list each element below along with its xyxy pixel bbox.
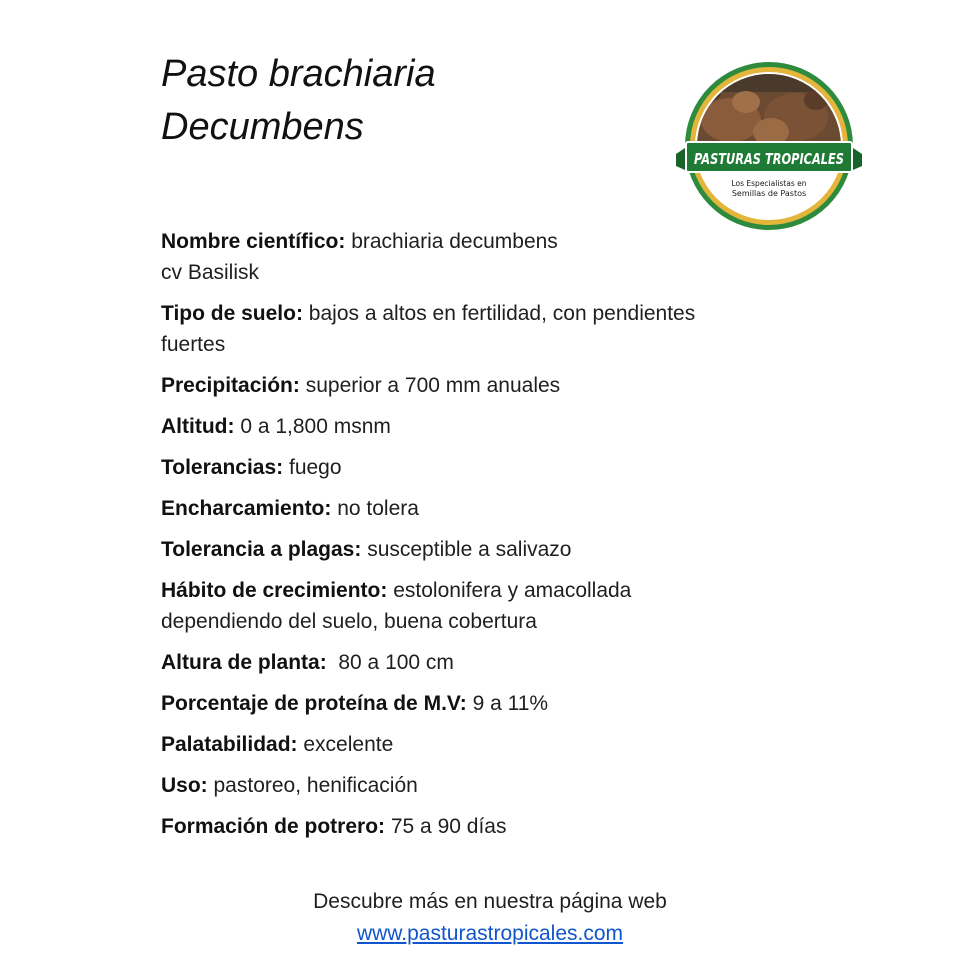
- spec-item: [161, 411, 801, 442]
- spec-label: Encharcamiento:: [161, 497, 332, 520]
- spec-value-continued: cv Basilisk: [161, 261, 260, 284]
- spec-value: 0 a 1,800 msnm: [234, 415, 391, 438]
- spec-label: Hábito de crecimiento:: [161, 579, 388, 602]
- spec-label: Uso:: [161, 774, 208, 797]
- spec-value: no tolera: [331, 497, 419, 520]
- spec-item: [161, 688, 801, 719]
- spec-item: [161, 647, 801, 678]
- title-line-2: Decumbens: [161, 106, 364, 148]
- spec-label: Formación de potrero:: [161, 815, 386, 838]
- spec-item: [161, 298, 801, 360]
- spec-item: [161, 770, 801, 801]
- spec-list: [161, 226, 801, 852]
- spec-value: 75 a 90 días: [385, 815, 507, 838]
- spec-value: brachiaria decumbens: [345, 230, 558, 253]
- spec-item: [161, 534, 801, 565]
- document-title: [161, 48, 581, 154]
- title-line-1: Pasto brachiaria: [161, 53, 436, 95]
- spec-label: Altitud:: [161, 415, 235, 438]
- logo-brand-text: PASTURAS TROPICALES: [694, 150, 844, 168]
- spec-value: susceptible a salivazo: [361, 538, 572, 561]
- spec-value-continued: fuertes: [161, 333, 226, 356]
- pasturas-tropicales-logo: [676, 62, 862, 238]
- spec-label: Tolerancia a plagas:: [161, 538, 362, 561]
- spec-label: Palatabilidad:: [161, 733, 298, 756]
- spec-item: [161, 452, 801, 483]
- spec-item: [161, 370, 801, 401]
- spec-label: Precipitación:: [161, 374, 300, 397]
- website-link[interactable]: www.pasturastropicales.com: [356, 922, 624, 945]
- spec-label: Nombre científico:: [161, 230, 346, 253]
- spec-item: [161, 493, 801, 524]
- spec-value: estolonifera y amacollada: [387, 579, 632, 602]
- spec-item: [161, 226, 801, 288]
- spec-item: [161, 811, 801, 842]
- spec-label: Tipo de suelo:: [161, 302, 303, 325]
- spec-value: pastoreo, henificación: [207, 774, 418, 797]
- spec-value-continued: dependiendo del suelo, buena cobertura: [161, 610, 537, 633]
- footer: [0, 886, 980, 950]
- spec-value: fuego: [283, 456, 342, 479]
- spec-value: superior a 700 mm anuales: [299, 374, 561, 397]
- spec-item: [161, 575, 801, 637]
- logo-tagline-line1: Los Especialistas en: [731, 179, 807, 188]
- spec-value: 80 a 100 cm: [326, 651, 454, 674]
- spec-label: Porcentaje de proteína de M.V:: [161, 692, 467, 715]
- spec-label: Tolerancias:: [161, 456, 284, 479]
- spec-value: 9 a 11%: [466, 692, 549, 715]
- logo-tagline-line2: Semillas de Pastos: [731, 189, 807, 198]
- spec-value: excelente: [297, 733, 394, 756]
- spec-value: bajos a altos en fertilidad, con pendientes: [302, 302, 696, 325]
- footer-cta: Descubre más en nuestra página web: [313, 890, 667, 913]
- spec-label: Altura de planta:: [161, 651, 327, 674]
- spec-item: [161, 729, 801, 760]
